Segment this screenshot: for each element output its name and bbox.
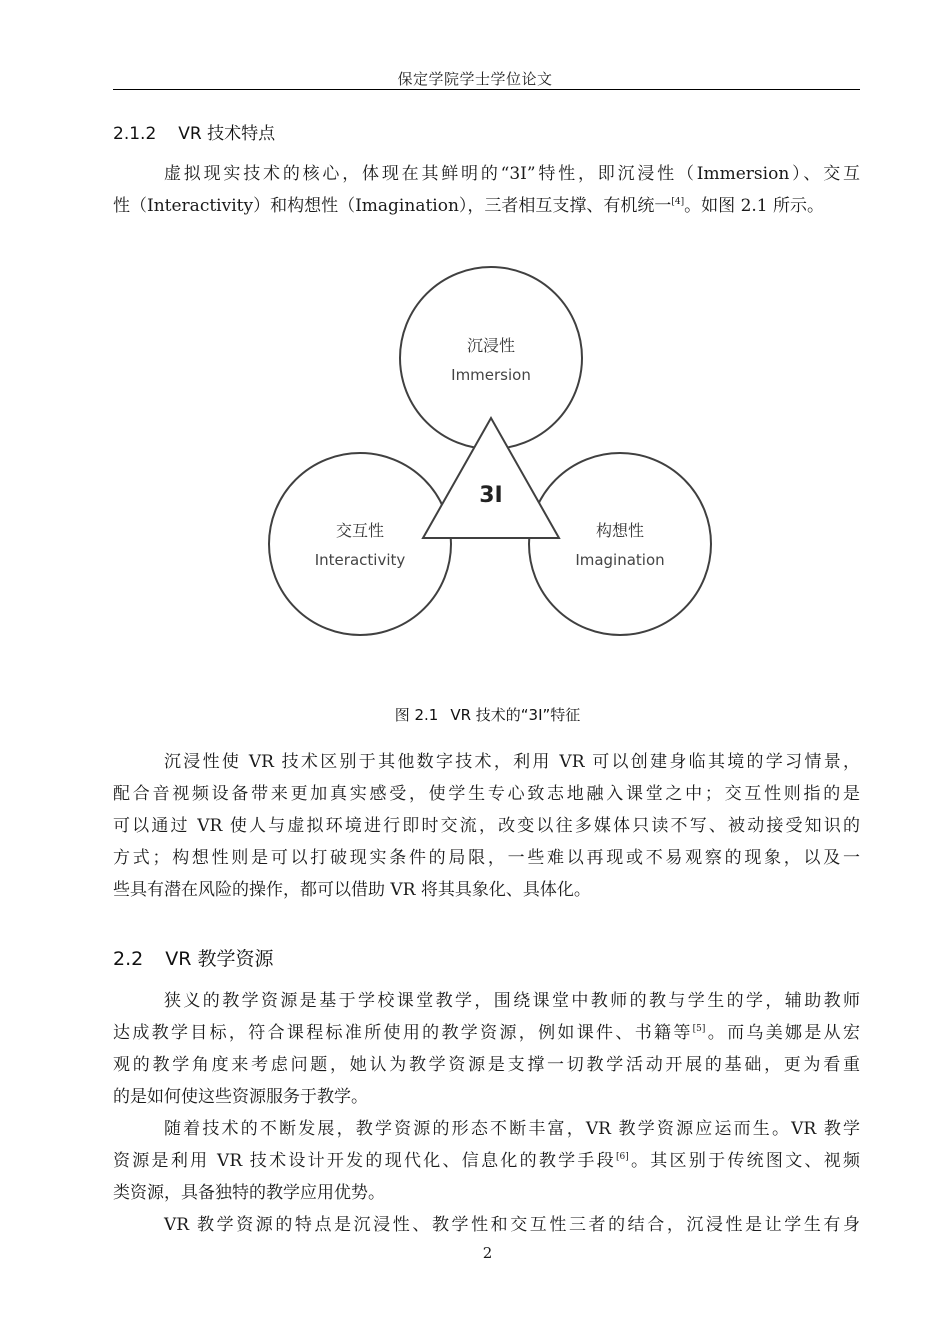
diagram-shapes [269,267,711,635]
paragraph-line: VR 教学资源的特点是沉浸性、教学性和交互性三者的结合，沉浸性是让学生有身 [164,1215,860,1235]
imagination-label-en: Imagination [575,551,665,569]
header-rule [113,89,860,90]
paragraph-line: 可以通过 VR 使人与虚拟环境进行即时交流，改变以往多媒体只读不写、被动接受知识的 [113,816,860,836]
paragraph-line: 配合音视频设备带来更加真实感受，使学生专心致志地融入课堂之中；交互性则指的是 [113,784,860,804]
paragraph-vr-characteristics [113,1209,860,1241]
paragraph-vr-resources [113,1113,860,1209]
section-title: VR 技术特点 [178,124,276,144]
paragraph-resources-definition [113,985,860,1113]
interactivity-label-cn: 交互性 [335,521,385,540]
section-heading-2-1-2 [113,119,275,144]
paragraph-features [113,746,860,906]
immersion-label-cn: 沉浸性 [466,336,516,355]
paragraph-line: 观的教学角度来考虑问题，她认为教学资源是支撑一切教学活动开展的基础，更为看重 [113,1055,860,1075]
page-number: 2 [482,1244,493,1262]
line-text: 。如图 2.1 所示。 [684,196,825,216]
citation: [4] [671,197,685,207]
citation: [5] [692,1024,706,1034]
section-number: 2.1.2 [113,124,157,144]
paragraph-line [113,1145,860,1177]
line-text: 。其区别于传统图文、视频 [628,1151,861,1171]
citation: [6] [615,1152,629,1162]
line-text: 资源是利用 VR 技术设计开发的现代化、信息化的教学手段 [113,1151,616,1171]
section-heading-2-2 [113,944,273,971]
figure-caption [0,704,950,725]
imagination-label-cn: 构想性 [595,521,645,540]
caption-text: VR 技术的“3I”特征 [450,706,581,724]
paragraph-line: 虚拟现实技术的核心，体现在其鲜明的“3I”特性，即沉浸性（Immersion）、交互 [164,164,860,184]
center-label: 3I [479,483,503,508]
paragraph-line [113,190,860,222]
paragraph-line: 沉浸性使 VR 技术区别于其他数字技术，利用 VR 可以创建身临其境的学习情景， [164,752,860,772]
caption-number: 图 2.1 [394,706,439,724]
running-header: 保定学院学士学位论文 [397,70,553,88]
immersion-label-en: Immersion [451,366,531,384]
section-number: 2.2 [113,948,144,970]
line-text: 性（Interactivity）和构想性（Imagination），三者相互支撑、有机统一 [113,196,672,216]
interactivity-label-en: Interactivity [314,551,406,569]
3i-diagram [265,238,715,643]
paragraph-line [113,1017,860,1049]
paragraph-line: 的是如何使这些资源服务于教学。 [113,1087,368,1107]
section-title: VR 教学资源 [165,948,274,970]
paragraph-line: 些具有潜在风险的操作，都可以借助 VR 将其具象化、具体化。 [113,880,591,900]
paragraph-line: 类资源，具备独特的教学应用优势。 [113,1183,385,1203]
intro-paragraph [113,158,860,222]
paragraph-line: 随着技术的不断发展，教学资源的形态不断丰富，VR 教学资源应运而生。VR 教学 [164,1119,860,1139]
paragraph-line: 狭义的教学资源是基于学校课堂教学，围绕课堂中教师的教与学生的学，辅助教师 [164,991,860,1011]
line-text: 达成教学目标，符合课程标准所使用的教学资源，例如课件、书籍等 [113,1023,693,1043]
circle-imagination [529,453,711,635]
line-text: 。而乌美娜是从宏 [705,1023,861,1043]
circle-interactivity [269,453,451,635]
paragraph-line: 方式；构想性则是可以打破现实条件的局限，一些难以再现或不易观察的现象，以及一 [113,848,860,868]
